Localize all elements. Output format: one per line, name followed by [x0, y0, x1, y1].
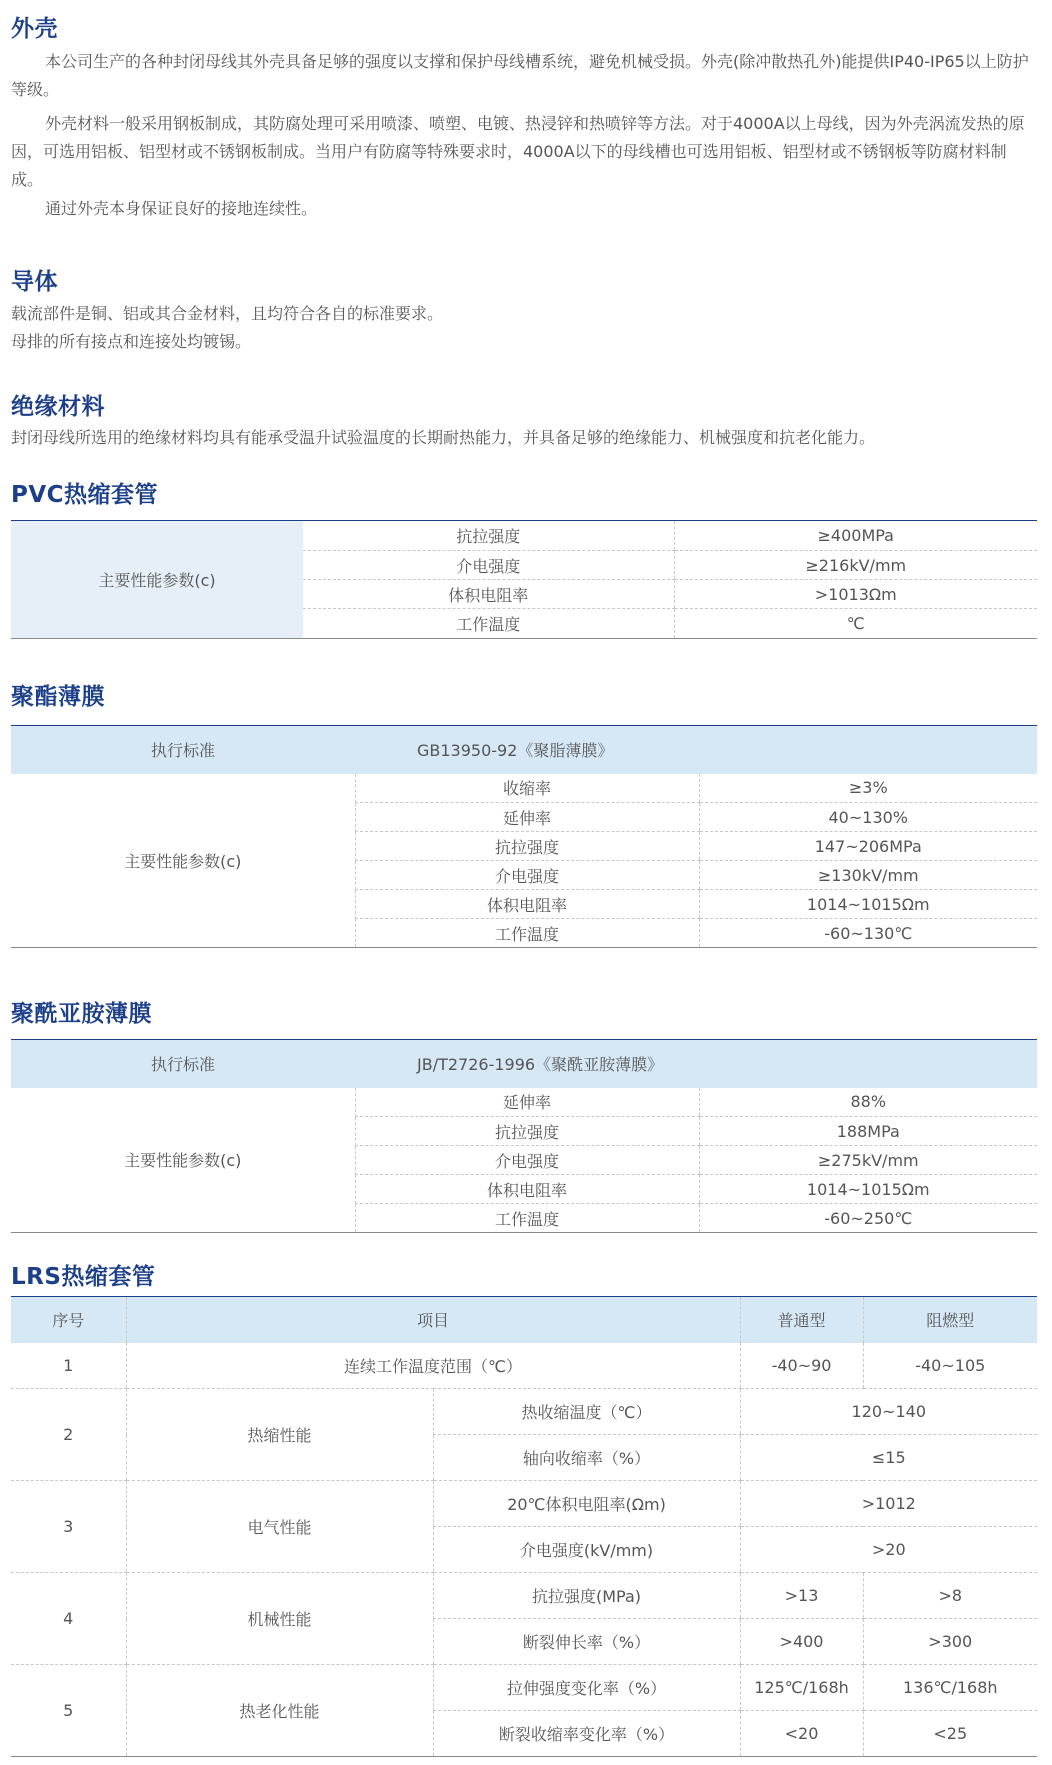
polyester-param-value: ≥130kV/mm [699, 861, 1037, 890]
polyimide-standard-label: 执行标准 [11, 1040, 355, 1088]
lrs-row-value: >1012 [740, 1481, 1037, 1527]
shell-paragraph-1: 本公司生产的各种封闭母线其外壳具备足够的强度以支撑和保护母线槽系统，避免机械受损。外壳(除冲散热孔外)能提供IP40-IP65以上防护等级。 [11, 52, 1029, 99]
lrs-header-flame: 阻燃型 [863, 1297, 1037, 1343]
lrs-row-item: 介电强度(kV/mm) [433, 1527, 740, 1573]
lrs-row-flame: >8 [863, 1573, 1037, 1619]
lrs-row-value: 120~140 [740, 1389, 1037, 1435]
lrs-row-item: 连续工作温度范围（℃） [126, 1343, 740, 1389]
lrs-row-flame: 136℃/168h [863, 1665, 1037, 1711]
polyester-param-name: 工作温度 [355, 919, 699, 948]
polyester-param-value: 147~206MPa [699, 832, 1037, 861]
insulation-paragraph-1: 封闭母线所选用的绝缘材料均具有能承受温升试验温度的长期耐热能力，并具备足够的绝缘能力、机械强度和抗老化能力。 [11, 428, 876, 447]
polyimide-param-name: 抗拉强度 [355, 1117, 699, 1146]
section-title-pvc: PVC热缩套管 [11, 482, 159, 508]
lrs-row-no: 2 [11, 1389, 126, 1481]
polyimide-param-value: -60~250℃ [699, 1204, 1037, 1233]
section-title-insulation: 绝缘材料 [11, 394, 105, 420]
section-title-conductor: 导体 [11, 269, 58, 295]
lrs-row-item: 轴向收缩率（%） [433, 1435, 740, 1481]
polyester-param-name: 延伸率 [355, 803, 699, 832]
polyester-param-name: 体积电阻率 [355, 890, 699, 919]
pvc-param-value: ℃ [674, 609, 1037, 639]
lrs-row-no: 4 [11, 1573, 126, 1665]
polyester-param-value: ≥3% [699, 774, 1037, 803]
polyester-standard-label: 执行标准 [11, 726, 355, 774]
polyester-param-name: 抗拉强度 [355, 832, 699, 861]
lrs-row-flame: -40~105 [863, 1343, 1037, 1389]
polyimide-group-label: 主要性能参数(c) [124, 1151, 242, 1171]
lrs-row-item: 断裂伸长率（%） [433, 1619, 740, 1665]
lrs-header-item: 项目 [126, 1297, 740, 1343]
polyester-param-name: 收缩率 [355, 774, 699, 803]
polyester-param-value: 1014~1015Ωm [699, 890, 1037, 919]
lrs-row-normal: -40~90 [740, 1343, 863, 1389]
polyester-table [11, 725, 1037, 948]
lrs-row-normal: >13 [740, 1573, 863, 1619]
conductor-paragraph-1: 载流部件是铜、铝或其合金材料，且均符合各自的标准要求。 [11, 304, 444, 323]
lrs-row-group: 机械性能 [126, 1573, 433, 1665]
lrs-row-normal: <20 [740, 1711, 863, 1757]
polyimide-param-value: 188MPa [699, 1117, 1037, 1146]
polyester-param-value: 40~130% [699, 803, 1037, 832]
section-title-polyimide: 聚酰亚胺薄膜 [11, 1001, 152, 1027]
polyimide-standard-value: JB/T2726-1996《聚酰亚胺薄膜》 [355, 1040, 1037, 1088]
polyimide-param-value: 88% [699, 1088, 1037, 1117]
lrs-row-flame: >300 [863, 1619, 1037, 1665]
lrs-row-no: 5 [63, 1701, 74, 1720]
polyester-param-name: 介电强度 [355, 861, 699, 890]
lrs-row-value: ≤15 [740, 1435, 1037, 1481]
pvc-table [11, 520, 1037, 639]
pvc-param-value: >1013Ωm [674, 580, 1037, 609]
section-title-lrs: LRS热缩套管 [11, 1264, 156, 1290]
section-title-polyester: 聚酯薄膜 [11, 684, 105, 710]
lrs-row-no: 3 [11, 1481, 126, 1573]
section-title-shell: 外壳 [11, 16, 58, 42]
pvc-param-name: 抗拉强度 [303, 521, 674, 551]
polyimide-param-name: 延伸率 [355, 1088, 699, 1117]
lrs-row-flame: <25 [863, 1711, 1037, 1757]
polyester-standard-value: GB13950-92《聚脂薄膜》 [355, 726, 1037, 774]
lrs-row-item: 断裂收缩率变化率（%） [433, 1711, 740, 1757]
lrs-row-group: 热缩性能 [126, 1389, 433, 1481]
polyester-param-value: -60~130℃ [699, 919, 1037, 948]
conductor-paragraph-2: 母排的所有接点和连接处均镀锡。 [11, 332, 252, 351]
lrs-row-item: 抗拉强度(MPa) [433, 1573, 740, 1619]
lrs-row-value: >20 [740, 1527, 1037, 1573]
polyimide-param-name: 工作温度 [355, 1204, 699, 1233]
shell-paragraph-3: 通过外壳本身保证良好的接地连续性。 [45, 199, 318, 218]
polyimide-param-value: 1014~1015Ωm [699, 1175, 1037, 1204]
lrs-header-normal: 普通型 [740, 1297, 863, 1343]
pvc-param-value: ≥216kV/mm [674, 551, 1037, 580]
lrs-row-group: 热老化性能 [126, 1665, 433, 1757]
lrs-row-item: 热收缩温度（℃） [433, 1389, 740, 1435]
shell-paragraph-2: 外壳材料一般采用钢板制成，其防腐处理可采用喷漆、喷塑、电镀、热浸锌和热喷锌等方法。对于4000A以上母线，因为外壳涡流发热的原因，可选用铝板、铝型材或不锈钢板制成。当用户有防腐等特殊要求时，4000A以下的母线槽也可选用铝板、铝型材或不锈钢板等防腐材料制成。 [11, 114, 1025, 189]
pvc-param-name: 介电强度 [303, 551, 674, 580]
pvc-param-name: 体积电阻率 [303, 580, 674, 609]
polyester-group-label: 主要性能参数(c) [124, 851, 242, 871]
polyimide-param-name: 介电强度 [355, 1146, 699, 1175]
lrs-row-item: 拉伸强度变化率（%） [433, 1665, 740, 1711]
lrs-row-normal: 125℃/168h [740, 1665, 863, 1711]
lrs-row-normal: >400 [740, 1619, 863, 1665]
lrs-row-group: 电气性能 [126, 1481, 433, 1573]
lrs-row-item: 20℃体积电阻率(Ωm) [433, 1481, 740, 1527]
pvc-param-value: ≥400MPa [674, 521, 1037, 551]
polyimide-table [11, 1039, 1037, 1233]
lrs-header-no: 序号 [11, 1297, 126, 1343]
pvc-group-label: 主要性能参数(c) [11, 521, 303, 639]
pvc-param-name: 工作温度 [456, 615, 521, 634]
polyimide-param-name: 体积电阻率 [355, 1175, 699, 1204]
lrs-row-no: 1 [11, 1343, 126, 1389]
lrs-table [11, 1296, 1037, 1757]
polyimide-param-value: ≥275kV/mm [699, 1146, 1037, 1175]
